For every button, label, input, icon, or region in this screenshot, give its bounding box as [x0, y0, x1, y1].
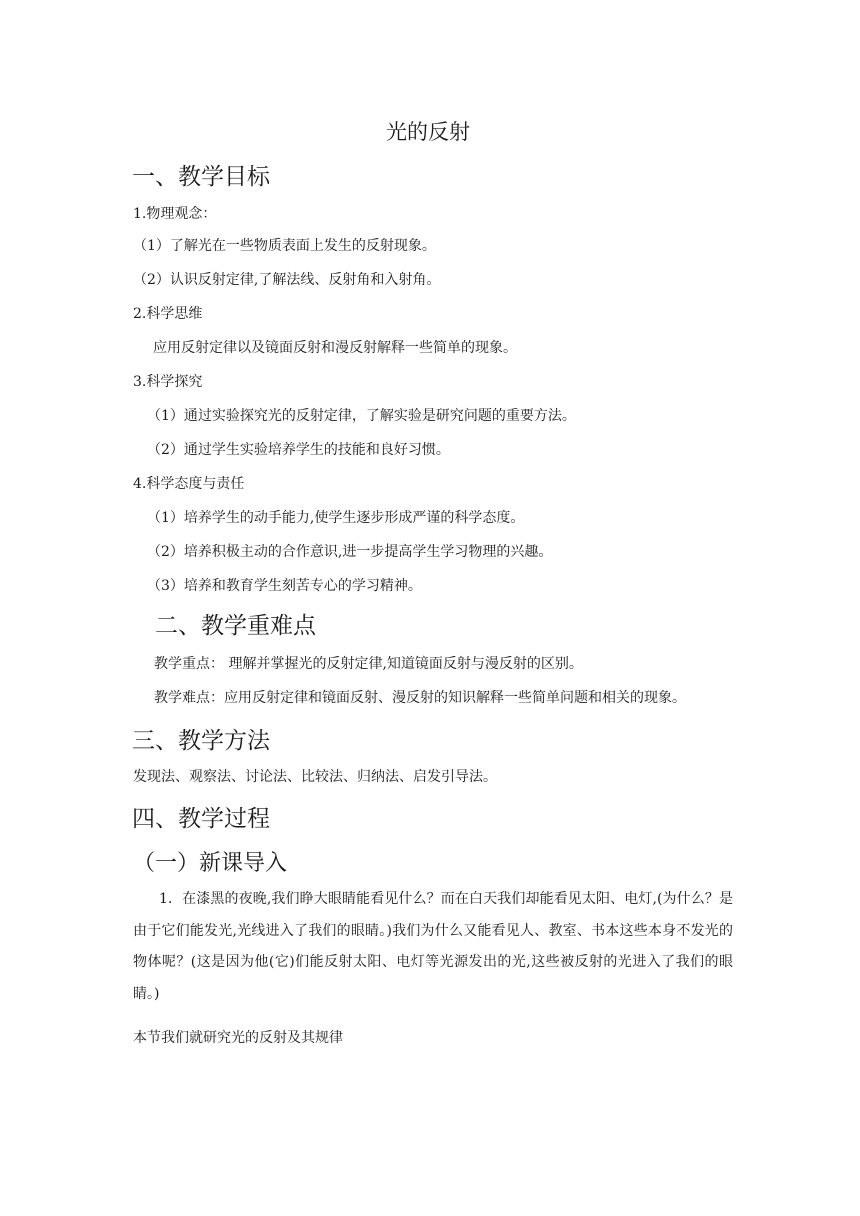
- objective-item: （2）通过学生实验培养学生的技能和良好习惯。: [147, 442, 450, 458]
- section-heading-objectives: 一、教学目标: [132, 164, 270, 190]
- document-title: 光的反射: [386, 120, 470, 144]
- objective-item: 1.物理观念：: [133, 206, 217, 222]
- objective-item: （1）了解光在一些物质表面上发生的反射现象。: [133, 238, 436, 254]
- section-heading-methods: 三、教学方法: [132, 728, 270, 754]
- objective-item: （1）通过实验探究光的反射定律，了解实验是研究问题的重要方法。: [147, 408, 576, 424]
- objective-item: 应用反射定律以及镜面反射和漫反射解释一些简单的现象。: [153, 340, 517, 356]
- section-heading-key-points: 二、教学重难点: [155, 613, 316, 639]
- objective-item: （2）培养积极主动的合作意识,进一步提高学生学习物理的兴趣。: [147, 544, 553, 560]
- objective-item: （3）培养和教育学生刻苦专心的学习精神。: [147, 578, 422, 594]
- objective-item: 3.科学探究: [133, 374, 203, 390]
- introduction-conclusion: 本节我们就研究光的反射及其规律: [133, 1030, 343, 1046]
- objective-item: （1）培养学生的动手能力,使学生逐步形成严谨的科学态度。: [147, 510, 525, 526]
- objective-item: 4.科学态度与责任: [133, 476, 245, 492]
- difficult-point-text: 教学难点：应用反射定律和镜面反射、漫反射的知识解释一些简单问题和相关的现象。: [154, 690, 686, 706]
- subsection-heading-introduction: （一）新课导入: [133, 851, 288, 876]
- methods-text: 发现法、观察法、讨论法、比较法、归纳法、启发引导法。: [133, 769, 497, 785]
- introduction-paragraph: 1．在漆黑的夜晚,我们睁大眼睛能看见什么？而在白天我们却能看见太阳、电灯,(为什么？是由于它们能发光,光线进入了我们的眼睛。)我们为什么又能看见人、教室、书本这些本身不发光的物体呢？(这是因为他(它)们能反射太阳、电灯等光源发出的光,这些被反射的光进入了我们的眼睛。): [133, 891, 733, 1002]
- objective-item: （2）认识反射定律,了解法线、反射角和入射角。: [133, 272, 441, 288]
- section-heading-process: 四、教学过程: [132, 806, 270, 832]
- objective-item: 2.科学思维: [133, 306, 203, 322]
- key-point-text: 教学重点： 理解并掌握光的反射定律,知道镜面反射与漫反射的区别。: [154, 656, 583, 672]
